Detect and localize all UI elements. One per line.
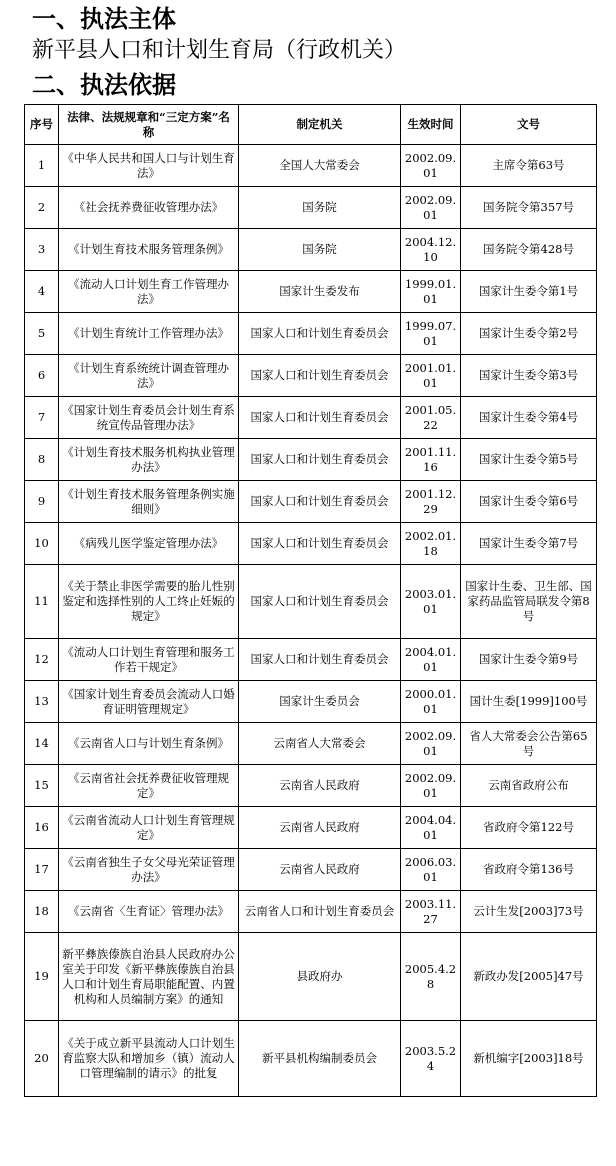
table-row — [25, 891, 597, 933]
cell-effective-date: 2001.05.22 — [401, 397, 461, 439]
cell-effective-date: 2002.09.01 — [401, 723, 461, 765]
table-row — [25, 765, 597, 807]
table-row — [25, 1021, 597, 1097]
table-row — [25, 933, 597, 1021]
cell-issuing-authority: 云南省人民政府 — [239, 849, 401, 891]
cell-law-name: 《病残儿医学鉴定管理办法》 — [59, 523, 239, 565]
table-row — [25, 439, 597, 481]
table-row — [25, 807, 597, 849]
cell-effective-date: 2003.01.01 — [401, 565, 461, 639]
cell-serial-number: 6 — [25, 355, 59, 397]
cell-law-name: 《计划生育技术服务管理条例实施细则》 — [59, 481, 239, 523]
cell-law-name: 《流动人口计划生育工作管理办法》 — [59, 271, 239, 313]
table-row — [25, 271, 597, 313]
cell-serial-number: 4 — [25, 271, 59, 313]
header-document-number: 文号 — [461, 105, 597, 145]
cell-law-name: 《云南省〈生育证〉管理办法》 — [59, 891, 239, 933]
cell-law-name: 《关于成立新平县流动人口计划生育监察大队和增加乡（镇）流动人口管理编制的请示》的批复 — [59, 1021, 239, 1097]
cell-law-name: 《关于禁止非医学需要的胎儿性别鉴定和选择性别的人工终止妊娠的规定》 — [59, 565, 239, 639]
cell-issuing-authority: 国家人口和计划生育委员会 — [239, 439, 401, 481]
cell-issuing-authority: 国家人口和计划生育委员会 — [239, 523, 401, 565]
table-body — [25, 145, 597, 1097]
heading-law-enforcement-subject: 一、执法主体 — [32, 5, 176, 33]
table-row — [25, 397, 597, 439]
cell-document-number: 云南省政府公布 — [461, 765, 597, 807]
heading-law-enforcement-basis: 二、执法依据 — [32, 71, 176, 99]
table-header-row — [25, 105, 597, 145]
cell-document-number: 国家计生委令第5号 — [461, 439, 597, 481]
cell-serial-number: 15 — [25, 765, 59, 807]
table-row — [25, 145, 597, 187]
cell-serial-number: 7 — [25, 397, 59, 439]
cell-document-number: 国家计生委令第2号 — [461, 313, 597, 355]
table-row — [25, 229, 597, 271]
cell-effective-date: 2003.5.24 — [401, 1021, 461, 1097]
cell-document-number: 省政府令第122号 — [461, 807, 597, 849]
table-row — [25, 565, 597, 639]
cell-issuing-authority: 国家人口和计划生育委员会 — [239, 639, 401, 681]
law-basis-table — [24, 104, 597, 1097]
table-row — [25, 313, 597, 355]
cell-issuing-authority: 国务院 — [239, 187, 401, 229]
cell-law-name: 《流动人口计划生育管理和服务工作若干规定》 — [59, 639, 239, 681]
cell-issuing-authority: 国务院 — [239, 229, 401, 271]
cell-effective-date: 2004.01.01 — [401, 639, 461, 681]
header-effective-date: 生效时间 — [401, 105, 461, 145]
cell-law-name: 《国家计划生育委员会计划生育系统宣传品管理办法》 — [59, 397, 239, 439]
cell-document-number: 新政办发[2005]47号 — [461, 933, 597, 1021]
cell-issuing-authority: 国家计生委发布 — [239, 271, 401, 313]
table-row — [25, 523, 597, 565]
cell-law-name: 《云南省独生子女父母光荣证管理办法》 — [59, 849, 239, 891]
cell-serial-number: 14 — [25, 723, 59, 765]
table-row — [25, 849, 597, 891]
cell-effective-date: 1999.07.01 — [401, 313, 461, 355]
cell-serial-number: 12 — [25, 639, 59, 681]
cell-document-number: 国家计生委、卫生部、国家药品监管局联发令第8号 — [461, 565, 597, 639]
cell-issuing-authority: 云南省人大常委会 — [239, 723, 401, 765]
cell-document-number: 国家计生委令第6号 — [461, 481, 597, 523]
cell-effective-date: 2003.11.27 — [401, 891, 461, 933]
cell-document-number: 国家计生委令第4号 — [461, 397, 597, 439]
cell-issuing-authority: 国家人口和计划生育委员会 — [239, 565, 401, 639]
cell-serial-number: 20 — [25, 1021, 59, 1097]
cell-issuing-authority: 云南省人民政府 — [239, 807, 401, 849]
cell-document-number: 国务院令第428号 — [461, 229, 597, 271]
header-issuing-authority: 制定机关 — [239, 105, 401, 145]
cell-effective-date: 2002.09.01 — [401, 187, 461, 229]
table-row — [25, 681, 597, 723]
cell-law-name: 《计划生育系统统计调查管理办法》 — [59, 355, 239, 397]
cell-issuing-authority: 云南省人口和计划生育委员会 — [239, 891, 401, 933]
header-law-name: 法律、法规规章和“三定方案”名称 — [59, 105, 239, 145]
cell-effective-date: 2000.01.01 — [401, 681, 461, 723]
cell-issuing-authority: 国家人口和计划生育委员会 — [239, 397, 401, 439]
cell-serial-number: 9 — [25, 481, 59, 523]
cell-serial-number: 10 — [25, 523, 59, 565]
cell-serial-number: 3 — [25, 229, 59, 271]
cell-effective-date: 2001.01.01 — [401, 355, 461, 397]
cell-serial-number: 1 — [25, 145, 59, 187]
cell-document-number: 新机编字[2003]18号 — [461, 1021, 597, 1097]
cell-effective-date: 2001.12.29 — [401, 481, 461, 523]
cell-document-number: 国家计生委令第9号 — [461, 639, 597, 681]
cell-issuing-authority: 国家人口和计划生育委员会 — [239, 313, 401, 355]
cell-issuing-authority: 新平县机构编制委员会 — [239, 1021, 401, 1097]
cell-serial-number: 11 — [25, 565, 59, 639]
cell-law-name: 《云南省人口与计划生育条例》 — [59, 723, 239, 765]
cell-document-number: 国家计生委令第1号 — [461, 271, 597, 313]
cell-serial-number: 8 — [25, 439, 59, 481]
cell-serial-number: 5 — [25, 313, 59, 355]
cell-serial-number: 18 — [25, 891, 59, 933]
cell-law-name: 《社会抚养费征收管理办法》 — [59, 187, 239, 229]
header-serial-number: 序号 — [25, 105, 59, 145]
cell-serial-number: 2 — [25, 187, 59, 229]
table-row — [25, 481, 597, 523]
cell-document-number: 省政府令第136号 — [461, 849, 597, 891]
cell-law-name: 《国家计划生育委员会流动人口婚育证明管理规定》 — [59, 681, 239, 723]
cell-issuing-authority: 全国人大常委会 — [239, 145, 401, 187]
cell-effective-date: 2002.09.01 — [401, 765, 461, 807]
cell-effective-date: 2005.4.28 — [401, 933, 461, 1021]
cell-document-number: 国计生委[1999]100号 — [461, 681, 597, 723]
cell-effective-date: 2001.11.16 — [401, 439, 461, 481]
cell-law-name: 《计划生育统计工作管理办法》 — [59, 313, 239, 355]
table-row — [25, 723, 597, 765]
cell-document-number: 国务院令第357号 — [461, 187, 597, 229]
cell-effective-date: 1999.01.01 — [401, 271, 461, 313]
table-row — [25, 639, 597, 681]
cell-law-name: 《计划生育技术服务管理条例》 — [59, 229, 239, 271]
cell-issuing-authority: 国家人口和计划生育委员会 — [239, 355, 401, 397]
agency-name: 新平县人口和计划生育局（行政机关） — [32, 38, 407, 63]
cell-effective-date: 2006.03.01 — [401, 849, 461, 891]
cell-law-name: 《云南省社会抚养费征收管理规定》 — [59, 765, 239, 807]
cell-law-name: 新平彝族傣族自治县人民政府办公室关于印发《新平彝族傣族自治县人口和计划生育局职能配置、内置机构和人员编制方案》的通知 — [59, 933, 239, 1021]
cell-effective-date: 2004.12.10 — [401, 229, 461, 271]
cell-law-name: 《计划生育技术服务机构执业管理办法》 — [59, 439, 239, 481]
cell-effective-date: 2002.09.01 — [401, 145, 461, 187]
cell-issuing-authority: 国家人口和计划生育委员会 — [239, 481, 401, 523]
cell-law-name: 《中华人民共和国人口与计划生育法》 — [59, 145, 239, 187]
cell-effective-date: 2004.04.01 — [401, 807, 461, 849]
cell-serial-number: 16 — [25, 807, 59, 849]
cell-document-number: 省人大常委会公告第65号 — [461, 723, 597, 765]
cell-effective-date: 2002.01.18 — [401, 523, 461, 565]
table-row — [25, 355, 597, 397]
cell-serial-number: 19 — [25, 933, 59, 1021]
cell-issuing-authority: 国家计生委员会 — [239, 681, 401, 723]
cell-document-number: 国家计生委令第3号 — [461, 355, 597, 397]
cell-document-number: 国家计生委令第7号 — [461, 523, 597, 565]
cell-issuing-authority: 云南省人民政府 — [239, 765, 401, 807]
table-row — [25, 187, 597, 229]
cell-document-number: 云计生发[2003]73号 — [461, 891, 597, 933]
cell-law-name: 《云南省流动人口计划生育管理规定》 — [59, 807, 239, 849]
cell-issuing-authority: 县政府办 — [239, 933, 401, 1021]
cell-document-number: 主席令第63号 — [461, 145, 597, 187]
cell-serial-number: 13 — [25, 681, 59, 723]
cell-serial-number: 17 — [25, 849, 59, 891]
